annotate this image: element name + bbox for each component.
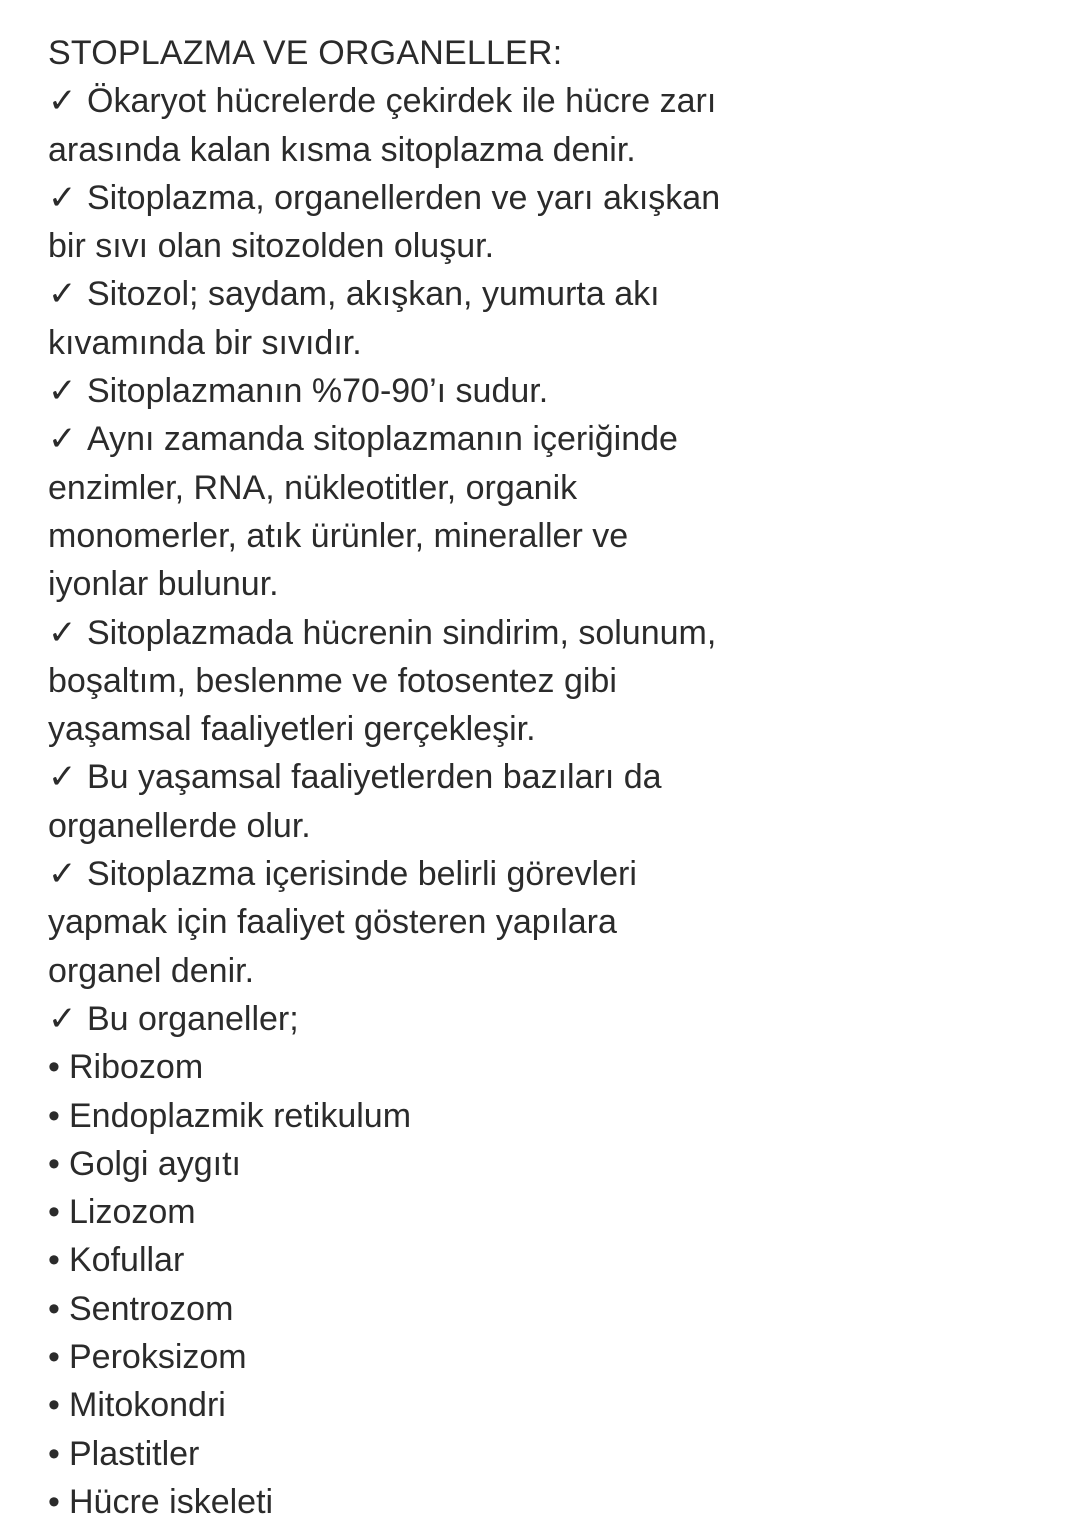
point-continuation: organel denir. <box>48 951 255 990</box>
point-continuation: organellerde olur. <box>48 806 311 845</box>
point-text: Aynı zamanda sitoplazmanın içeriğinde <box>87 420 678 459</box>
point-text: Sitozol; saydam, akışkan, yumurta akı <box>87 275 660 314</box>
check-icon: ✓ <box>48 420 77 459</box>
organelle-item <box>48 1092 1058 1140</box>
organelle-name: Golgi aygıtı <box>69 1144 241 1183</box>
point-line <box>48 753 1058 801</box>
check-icon: ✓ <box>48 613 77 652</box>
bullet-icon: • <box>48 1386 60 1425</box>
check-icon: ✓ <box>48 855 77 894</box>
organelle-item <box>48 1478 1058 1526</box>
check-icon: ✓ <box>48 275 77 314</box>
bullet-icon: • <box>48 1144 60 1183</box>
point-text: Sitoplazmanın %70-90’ı sudur. <box>87 372 549 411</box>
check-icon: ✓ <box>48 82 77 121</box>
organelle-name: Endoplazmik retikulum <box>69 1096 412 1135</box>
check-icon: ✓ <box>48 178 77 217</box>
organelle-item <box>48 1381 1058 1429</box>
point-text: Bu yaşamsal faaliyetlerden bazıları da <box>87 758 662 797</box>
point-continuation: yaşamsal faaliyetleri gerçekleşir. <box>48 710 536 749</box>
organelle-name: Kofullar <box>69 1241 185 1280</box>
points-list <box>48 77 1058 1043</box>
page-title: STOPLAZMA VE ORGANELLER: <box>48 34 563 72</box>
bullet-icon: • <box>48 1096 60 1135</box>
point-line <box>48 270 1058 318</box>
organelle-name: Ribozom <box>69 1048 204 1087</box>
organelle-name: Mitokondri <box>69 1386 226 1425</box>
point-line <box>48 174 1058 222</box>
check-icon: ✓ <box>48 999 77 1038</box>
organelle-item <box>48 1285 1058 1333</box>
point-continuation: monomerler, atık ürünler, mineraller ve <box>48 516 629 555</box>
point-line <box>48 850 1058 898</box>
organelle-item <box>48 1188 1058 1236</box>
point-text: Ökaryot hücrelerde çekirdek ile hücre zarı <box>87 82 717 121</box>
organelle-name: Peroksizom <box>69 1338 247 1377</box>
organelle-item <box>48 1430 1058 1478</box>
organelle-item <box>48 1043 1058 1091</box>
point-text: Sitoplazma, organellerden ve yarı akışkan <box>87 178 721 217</box>
point-line <box>48 77 1058 125</box>
organelle-item <box>48 1140 1058 1188</box>
point-text: Sitoplazmada hücrenin sindirim, solunum, <box>87 613 717 652</box>
check-icon: ✓ <box>48 372 77 411</box>
point-text: Sitoplazma içerisinde belirli görevleri <box>87 855 637 894</box>
bullet-icon: • <box>48 1434 60 1473</box>
organelle-item <box>48 1333 1058 1381</box>
point-line <box>48 995 1058 1043</box>
document-body <box>48 29 1058 1526</box>
check-icon: ✓ <box>48 758 77 797</box>
organelle-name: Lizozom <box>69 1193 196 1232</box>
point-continuation: boşaltım, beslenme ve fotosentez gibi <box>48 661 617 700</box>
point-line <box>48 609 1058 657</box>
organelle-name: Sentrozom <box>69 1289 234 1328</box>
point-continuation: enzimler, RNA, nükleotitler, organik <box>48 468 578 507</box>
organelle-item <box>48 1236 1058 1284</box>
point-continuation: kıvamında bir sıvıdır. <box>48 323 362 362</box>
organelle-name: Hücre iskeleti <box>69 1482 274 1521</box>
bullet-icon: • <box>48 1338 60 1377</box>
point-continuation: arasında kalan kısma sitoplazma denir. <box>48 130 636 169</box>
bullet-icon: • <box>48 1048 60 1087</box>
point-text: Bu organeller; <box>87 999 299 1038</box>
bullet-icon: • <box>48 1193 60 1232</box>
organelle-name: Plastitler <box>69 1434 200 1473</box>
bullet-icon: • <box>48 1482 60 1521</box>
point-continuation: iyonlar bulunur. <box>48 565 279 604</box>
point-continuation: yapmak için faaliyet gösteren yapılara <box>48 903 617 942</box>
bullet-icon: • <box>48 1289 60 1328</box>
organelle-list <box>48 1043 1058 1526</box>
point-line <box>48 367 1058 415</box>
point-continuation: bir sıvı olan sitozolden oluşur. <box>48 227 495 266</box>
bullet-icon: • <box>48 1241 60 1280</box>
point-line <box>48 415 1058 463</box>
